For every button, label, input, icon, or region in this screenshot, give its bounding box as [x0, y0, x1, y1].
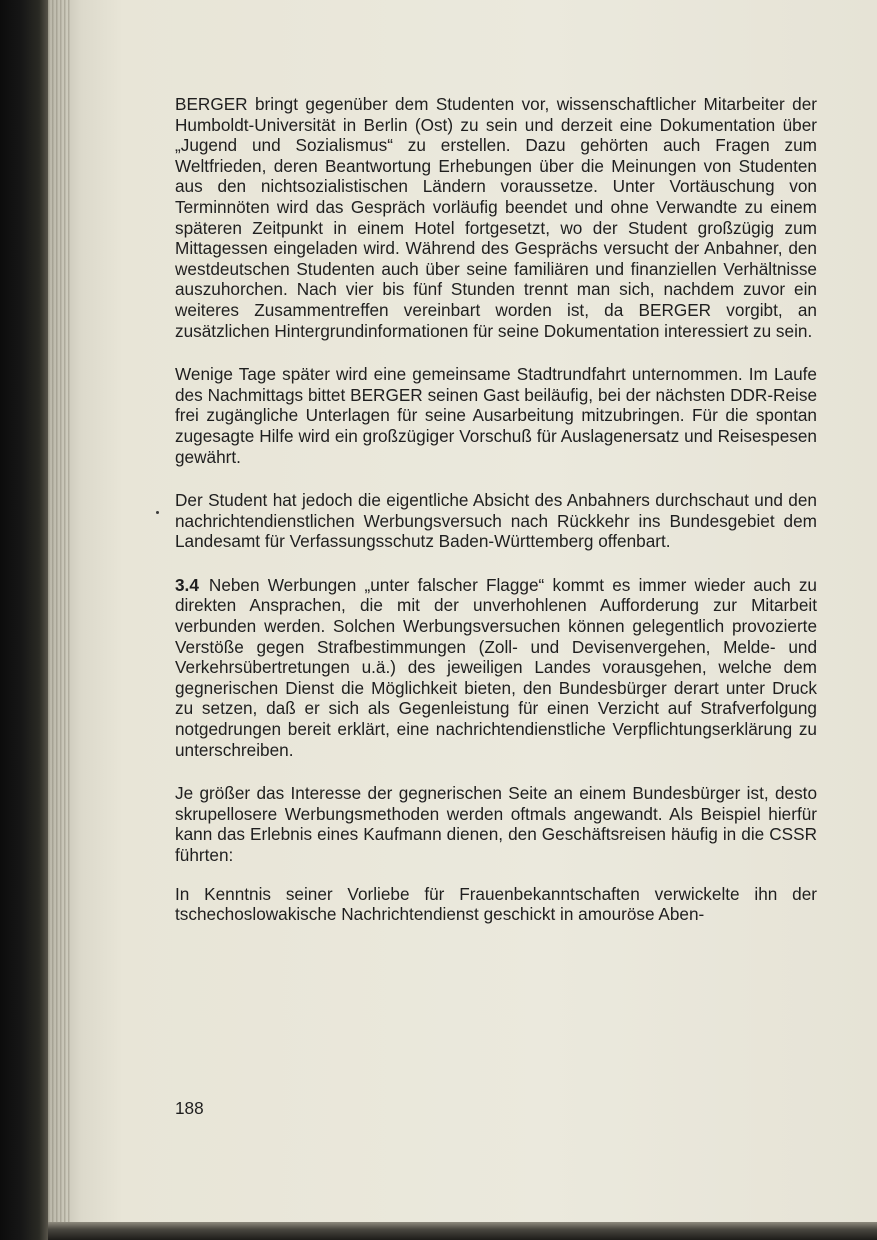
book-binding-shadow [0, 0, 52, 1240]
paragraph-2: Wenige Tage später wird eine gemeinsame Stadtrundfahrt unternommen. Im Laufe des Nachmittags bittet BERGER seinen Gast beiläufig, bei der nächsten DDR-Reise frei zugängliche Unterlagen für seine Ausarbeitung mitzubringen. Für die spontan zugesagte Hilfe wird ein großzügiger Vorschuß für Auslagenersatz und Reisespesen gewährt. [175, 364, 817, 467]
paragraph-5: In Kenntnis seiner Vorliebe für Frauenbekanntschaften verwickelte ihn der tschechoslowakische Nachrichtendienst geschickt in amouröse Aben- [175, 883, 817, 925]
page-number: 188 [175, 1098, 204, 1118]
section-number: 3.4 [175, 574, 199, 595]
page-bottom-edge [48, 1222, 877, 1240]
paragraph-4: Je größer das Interesse der gegnerischen Seite an einem Bundesbürger ist, desto skrupellosere Werbungsmethoden werden oftmals angewandt. Als Beispiel hierfür kann das Erlebnis eines Kaufmann dienen, den Geschäftsreisen häufig in die CSSR führten: [175, 783, 817, 865]
section-paragraph [175, 575, 817, 760]
paragraph-3: Der Student hat jedoch die eigentliche Absicht des Anbahners durchschaut und den nachrichtendienstlichen Werbungsversuch nach Rückkehr ins Bundesgebiet dem Landesamt für Verfassungsschutz Baden-Württemberg offenbart. [175, 490, 817, 552]
page-edge-stack [48, 0, 70, 1226]
dust-speck [156, 511, 159, 514]
section-text: Neben Werbungen „unter falscher Flagge“ kommt es immer wieder auch zu direkten Ansprachen, die mit der unverhohlenen Aufforderung zur Mitarbeit verbunden werden. Solchen Werbungsversuchen können gelegentlich provozierte Verstöße gegen Strafbestimmungen (Zoll- und Devisenvergehen, Melde- und Verkehrsübertretungen u.ä.) des jeweiligen Landes vorausgehen, welche dem gegnerischen Dienst die Möglichkeit bieten, den Bundesbürger derart unter Druck zu setzen, daß er sich als Gegenleistung für einen Verzicht auf Strafverfolgung notgedrungen bereit erklärt, eine nachrichtendienstliche Verpflichtungserklärung zu unterschreiben. [175, 574, 817, 760]
body-text [175, 94, 817, 948]
paragraph-1: BERGER bringt gegenüber dem Studenten vor, wissenschaftlicher Mitarbeiter der Humboldt-Universität in Berlin (Ost) zu sein und derzeit eine Dokumentation über „Jugend und Sozialismus“ zu erstellen. Dazu gehörten auch Fragen zum Weltfrieden, deren Beantwortung Erhebungen über die Meinungen von Studenten aus den nichtsozialistischen Ländern voraussetze. Unter Vortäuschung von Terminnöten wird das Gespräch vorläufig beendet und ohne Verwandte zu einem späteren Zeitpunkt in einem Hotel fortgesetzt, wo der Student großzügig zum Mittagessen eingeladen wird. Während des Gesprächs versucht der Anbahner, den westdeutschen Studenten auch über seine familiären und finanziellen Verhältnisse auszuhorchen. Nach vier bis fünf Stunden trennt man sich, nachdem zuvor ein weiteres Zusammentreffen vereinbart worden ist, da BERGER vorgibt, an zusätzlichen Hintergrundinformationen für seine Dokumentation interessiert zu sein. [175, 94, 817, 341]
